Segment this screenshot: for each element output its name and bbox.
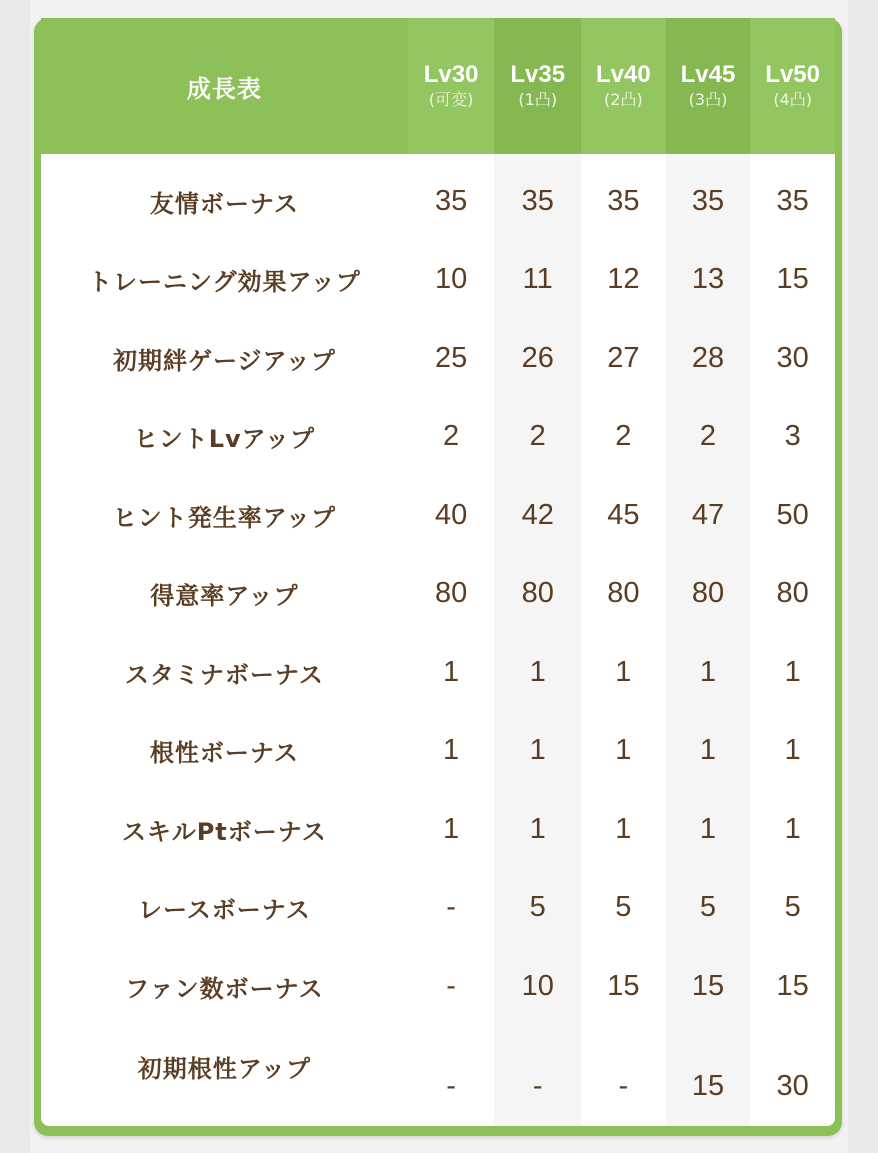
background-shape xyxy=(0,0,30,1153)
value-cell: 25 xyxy=(408,319,495,398)
value-cell: 2 xyxy=(666,398,751,477)
row-label: スタミナボーナス xyxy=(41,633,408,712)
row-label: 友情ボーナス xyxy=(41,154,408,241)
value-cell: 1 xyxy=(750,712,835,791)
value-cell: 1 xyxy=(408,790,495,869)
value-cell: 5 xyxy=(494,869,581,948)
level-sublabel: (1凸) xyxy=(518,90,558,109)
value-cell: 15 xyxy=(750,241,835,320)
level-header-lv40 xyxy=(581,18,666,154)
value-cell: 5 xyxy=(666,869,751,948)
value-cell: 40 xyxy=(408,476,495,555)
value-cell: 35 xyxy=(581,154,666,241)
value-cell: 35 xyxy=(494,154,581,241)
table-title: 成長表 xyxy=(41,18,408,154)
table-row xyxy=(41,476,835,555)
table-header-row xyxy=(41,18,835,154)
value-cell: 1 xyxy=(750,633,835,712)
background-shape xyxy=(848,0,878,1153)
value-cell: 15 xyxy=(666,1026,751,1127)
value-cell: 1 xyxy=(666,712,751,791)
value-cell: 42 xyxy=(494,476,581,555)
value-cell: 1 xyxy=(494,712,581,791)
value-cell: - xyxy=(581,1026,666,1127)
level-header-lv35 xyxy=(494,18,581,154)
value-cell: 80 xyxy=(581,555,666,634)
value-cell: 30 xyxy=(750,1026,835,1127)
value-cell: 35 xyxy=(750,154,835,241)
value-cell: 1 xyxy=(408,712,495,791)
growth-table-card xyxy=(34,18,842,1136)
value-cell: 80 xyxy=(750,555,835,634)
level-header-lv30 xyxy=(408,18,495,154)
value-cell: 1 xyxy=(408,633,495,712)
value-cell: 1 xyxy=(581,633,666,712)
row-label: 得意率アップ xyxy=(41,555,408,634)
value-cell: 1 xyxy=(581,790,666,869)
value-cell: - xyxy=(408,1026,495,1127)
table-row xyxy=(41,633,835,712)
value-cell: 2 xyxy=(408,398,495,477)
value-cell: 35 xyxy=(666,154,751,241)
row-label: 根性ボーナス xyxy=(41,712,408,791)
table-row xyxy=(41,398,835,477)
row-label: 初期絆ゲージアップ xyxy=(41,319,408,398)
value-cell: 45 xyxy=(581,476,666,555)
value-cell: 30 xyxy=(750,319,835,398)
row-label: トレーニング効果アップ xyxy=(41,241,408,320)
value-cell: - xyxy=(408,947,495,1026)
value-cell: 1 xyxy=(666,790,751,869)
level-label: Lv50 xyxy=(765,61,820,88)
level-label: Lv40 xyxy=(596,61,651,88)
table-row xyxy=(41,241,835,320)
growth-table xyxy=(41,18,835,1126)
table-row xyxy=(41,1026,835,1127)
value-cell: 3 xyxy=(750,398,835,477)
level-label: Lv35 xyxy=(510,61,566,88)
value-cell: - xyxy=(408,869,495,948)
value-cell: - xyxy=(494,1026,581,1127)
value-cell: 15 xyxy=(750,947,835,1026)
value-cell: 26 xyxy=(494,319,581,398)
value-cell: 10 xyxy=(494,947,581,1026)
table-row xyxy=(41,869,835,948)
value-cell: 15 xyxy=(581,947,666,1026)
value-cell: 13 xyxy=(666,241,751,320)
value-cell: 10 xyxy=(408,241,495,320)
table-row xyxy=(41,712,835,791)
row-label: ヒントLvアップ xyxy=(41,398,408,477)
level-label: Lv30 xyxy=(423,61,479,88)
value-cell: 11 xyxy=(494,241,581,320)
table-row xyxy=(41,947,835,1026)
value-cell: 2 xyxy=(494,398,581,477)
value-cell: 35 xyxy=(408,154,495,241)
value-cell: 47 xyxy=(666,476,751,555)
value-cell: 2 xyxy=(581,398,666,477)
table-row xyxy=(41,555,835,634)
value-cell: 50 xyxy=(750,476,835,555)
table-row xyxy=(41,319,835,398)
value-cell: 80 xyxy=(494,555,581,634)
value-cell: 1 xyxy=(494,790,581,869)
row-label: レースボーナス xyxy=(41,869,408,948)
table-row xyxy=(41,790,835,869)
value-cell: 15 xyxy=(666,947,751,1026)
value-cell: 5 xyxy=(750,869,835,948)
level-sublabel: (3凸) xyxy=(688,90,728,109)
row-label: ヒント発生率アップ xyxy=(41,476,408,555)
value-cell: 12 xyxy=(581,241,666,320)
value-cell: 1 xyxy=(666,633,751,712)
row-label: 初期根性アップ xyxy=(41,1026,408,1127)
value-cell: 28 xyxy=(666,319,751,398)
level-sublabel: (可変) xyxy=(428,90,474,109)
row-label: スキルPtボーナス xyxy=(41,790,408,869)
level-label: Lv45 xyxy=(680,61,736,88)
value-cell: 5 xyxy=(581,869,666,948)
row-label: ファン数ボーナス xyxy=(41,947,408,1026)
value-cell: 1 xyxy=(581,712,666,791)
table-row xyxy=(41,154,835,241)
level-sublabel: (2凸) xyxy=(604,90,643,109)
value-cell: 1 xyxy=(750,790,835,869)
level-header-lv50 xyxy=(750,18,835,154)
value-cell: 1 xyxy=(494,633,581,712)
value-cell: 80 xyxy=(408,555,495,634)
value-cell: 27 xyxy=(581,319,666,398)
value-cell: 80 xyxy=(666,555,751,634)
level-sublabel: (4凸) xyxy=(773,90,812,109)
level-header-lv45 xyxy=(666,18,751,154)
